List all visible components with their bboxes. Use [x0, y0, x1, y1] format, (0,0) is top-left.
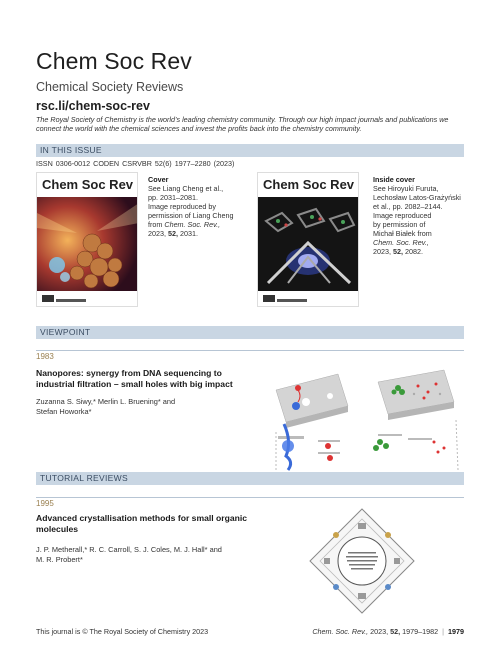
- rsc-logo-text: [56, 299, 86, 302]
- caption-line: et al., pp. 2082–2144.: [373, 202, 443, 211]
- caption-line: Michał Białek from: [373, 229, 432, 238]
- caption-line: Lechosław Latos-Grażyński: [373, 193, 461, 202]
- in-this-issue-bar: IN THIS ISSUE: [36, 144, 464, 157]
- viewpoint-rule: [36, 350, 464, 351]
- journal-title: Chem Soc Rev: [36, 48, 192, 74]
- cover-front-footer: [37, 291, 137, 306]
- caption-line: 2023, 52, 2031.: [148, 229, 198, 238]
- tutorial-authors: [36, 545, 251, 564]
- author-line: J. P. Metherall,* R. C. Carroll, S. J. Coles, M. J. Hall* and: [36, 545, 222, 554]
- title-line: Nanopores: synergy from DNA sequencing to: [36, 368, 222, 378]
- cover-label: Inside cover: [373, 175, 415, 184]
- journal-subtitle: Chemical Society Reviews: [36, 80, 184, 94]
- caption-line: See Hiroyuki Furuta,: [373, 184, 439, 193]
- caption-line: Chem. Soc. Rev.,: [373, 238, 429, 247]
- cover-inside-header: [258, 173, 358, 197]
- tutorial-rule: [36, 497, 464, 498]
- cover-inside-footer: [258, 291, 358, 306]
- viewpoint-page-number: 1983: [36, 352, 54, 361]
- footer-citation: Chem. Soc. Rev., 2023, 52, 1979–1982 | 1979: [312, 627, 464, 636]
- caption-line: Image reproduced: [373, 211, 432, 220]
- author-line: Stefan Howorka*: [36, 406, 92, 416]
- cover-label: Cover: [148, 175, 169, 184]
- viewpoint-authors: [36, 397, 236, 416]
- cover-image-front: [36, 172, 138, 307]
- caption-line: 2023, 52, 2082.: [373, 247, 423, 256]
- journal-url[interactable]: rsc.li/chem-soc-rev: [36, 99, 150, 113]
- rsc-logo-icon: [42, 295, 54, 302]
- tutorial-graphical-abstract: [306, 505, 418, 617]
- tutorial-reviews-bar: TUTORIAL REVIEWS: [36, 472, 464, 485]
- footer-page-number: 1979: [448, 627, 464, 636]
- cover-front-title: Chem Soc Rev: [42, 177, 134, 192]
- footer-copyright: This journal is © The Royal Society of Chemistry 2023: [36, 627, 209, 636]
- caption-line: See Liang Cheng et al.,: [148, 184, 224, 193]
- title-line: molecules: [36, 524, 79, 534]
- issn-line: ISSN 0306-0012 CODEN CSRVBR 52(6) 1977–2280 (2023): [36, 159, 235, 168]
- intro-text: The Royal Society of Chemistry is the world’s leading chemistry community. Through our high impact journals and publications we connect the world with the chemical sciences and invest the profits back into the chemistry community.: [36, 115, 449, 133]
- caption-line: permission of Liang Cheng: [148, 211, 234, 220]
- viewpoint-graphical-abstract: [268, 362, 464, 472]
- author-line: Zuzanna S. Siwy,* Merlin L. Bruening* and: [36, 397, 176, 406]
- cover-inside-title: Chem Soc Rev: [263, 177, 355, 192]
- rsc-logo-icon: [263, 295, 275, 302]
- cover-image-inside: [257, 172, 359, 307]
- rsc-logo-text: [277, 299, 307, 302]
- caption-line: from Chem. Soc. Rev.,: [148, 220, 221, 229]
- caption-line: pp. 2031–2081.: [148, 193, 198, 202]
- caption-line: by permission of: [373, 220, 426, 229]
- title-line: Advanced crystallisation methods for small organic: [36, 513, 248, 523]
- cover-caption-front: [148, 175, 243, 238]
- title-line: industrial filtration – small holes with big impact: [36, 379, 233, 389]
- cover-caption-inside: [373, 175, 473, 256]
- caption-line: Image reproduced by: [148, 202, 216, 211]
- tutorial-article-title[interactable]: [36, 513, 276, 535]
- cover-front-header: [37, 173, 137, 197]
- viewpoint-bar: VIEWPOINT: [36, 326, 464, 339]
- author-line: M. R. Probert*: [36, 554, 83, 564]
- tutorial-page-number: 1995: [36, 499, 54, 508]
- viewpoint-article-title[interactable]: [36, 368, 256, 390]
